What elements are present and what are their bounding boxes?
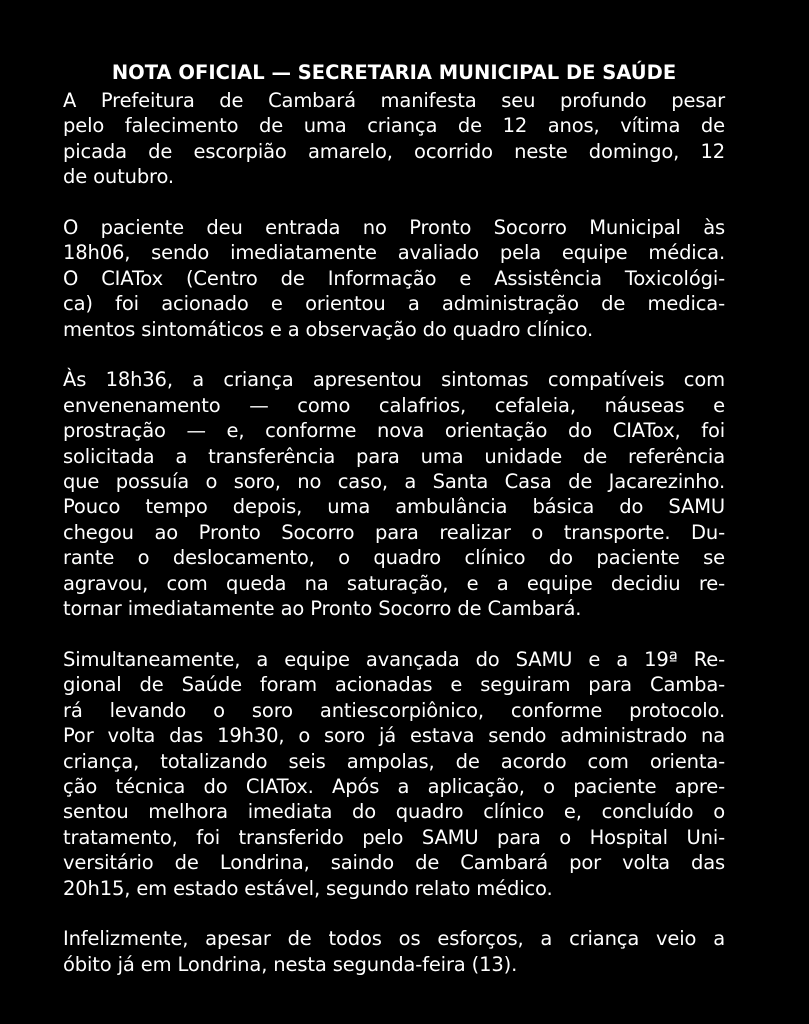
text-line: rante o deslocamento, o quadro clínico do paciente se xyxy=(63,546,725,570)
text-line: agravou, com queda na saturação, e a equipe decidiu re- xyxy=(63,571,725,595)
paragraph-treatment xyxy=(63,647,725,901)
text-line: solicitada a transferência para uma unidade de referência xyxy=(63,444,725,468)
text-line: versitário de Londrina, saindo de Cambará por volta das xyxy=(63,851,725,875)
text-line: 18h06, sendo imediatamente avaliado pela equipe médica. xyxy=(63,241,725,265)
text-line: rá levando o soro antiescorpiônico, conforme protocolo. xyxy=(63,698,725,722)
text-line: sentou melhora imediata do quadro clínico e, concluído o xyxy=(63,800,725,824)
text-line: ção técnica do CIATox. Após a aplicação, o paciente apre- xyxy=(63,774,725,798)
official-note xyxy=(63,58,725,977)
text-line: pelo falecimento de uma criança de 12 anos, vítima de xyxy=(63,114,725,138)
text-line: chegou ao Pronto Socorro para realizar o transporte. Du- xyxy=(63,520,725,544)
text-line: tornar imediatamente ao Pronto Socorro de Cambará. xyxy=(63,597,582,621)
text-line: Pouco tempo depois, uma ambulância básica do SAMU xyxy=(63,495,725,519)
note-title: NOTA OFICIAL — SECRETARIA MUNICIPAL DE SAÚDE xyxy=(111,61,677,84)
paragraph-transfer xyxy=(63,367,725,621)
text-line: que possuía o soro, no caso, a Santa Casa de Jacarezinho. xyxy=(63,470,725,494)
text-line: picada de escorpião amarelo, ocorrido neste domingo, 12 xyxy=(63,139,725,163)
text-line: Infelizmente, apesar de todos os esforços, a criança veio a xyxy=(63,927,725,951)
note-body xyxy=(63,88,725,977)
text-line: prostração — e, conforme nova orientação do CIATox, foi xyxy=(63,419,725,443)
text-line: tratamento, foi transferido pelo SAMU para o Hospital Uni- xyxy=(63,825,725,849)
text-line: criança, totalizando seis ampolas, de acordo com orienta- xyxy=(63,749,725,773)
text-line: ca) foi acionado e orientou a administração de medica- xyxy=(63,292,725,316)
text-line: de outubro. xyxy=(63,165,174,189)
text-line: gional de Saúde foram acionadas e seguiram para Camba- xyxy=(63,673,725,697)
text-line: mentos sintomáticos e a observação do quadro clínico. xyxy=(63,317,594,341)
text-line: óbito já em Londrina, nesta segunda-feira (13). xyxy=(63,952,518,976)
paragraph-condolence xyxy=(63,88,725,190)
text-line: O paciente deu entrada no Pronto Socorro Municipal às xyxy=(63,216,725,240)
text-line: Simultaneamente, a equipe avançada do SAMU e a 19ª Re- xyxy=(63,647,725,671)
text-line: Por volta das 19h30, o soro já estava sendo administrado na xyxy=(63,724,725,748)
text-line: Às 18h36, a criança apresentou sintomas compatíveis com xyxy=(63,368,725,392)
text-line: O CIATox (Centro de Informação e Assistência Toxicológi- xyxy=(63,266,725,290)
text-line: 20h15, em estado estável, segundo relato médico. xyxy=(63,876,553,900)
text-line: A Prefeitura de Cambará manifesta seu profundo pesar xyxy=(63,89,725,112)
text-line: envenenamento — como calafrios, cefaleia, náuseas e xyxy=(63,393,725,417)
paragraph-outcome xyxy=(63,926,725,977)
paragraph-admission xyxy=(63,215,725,342)
